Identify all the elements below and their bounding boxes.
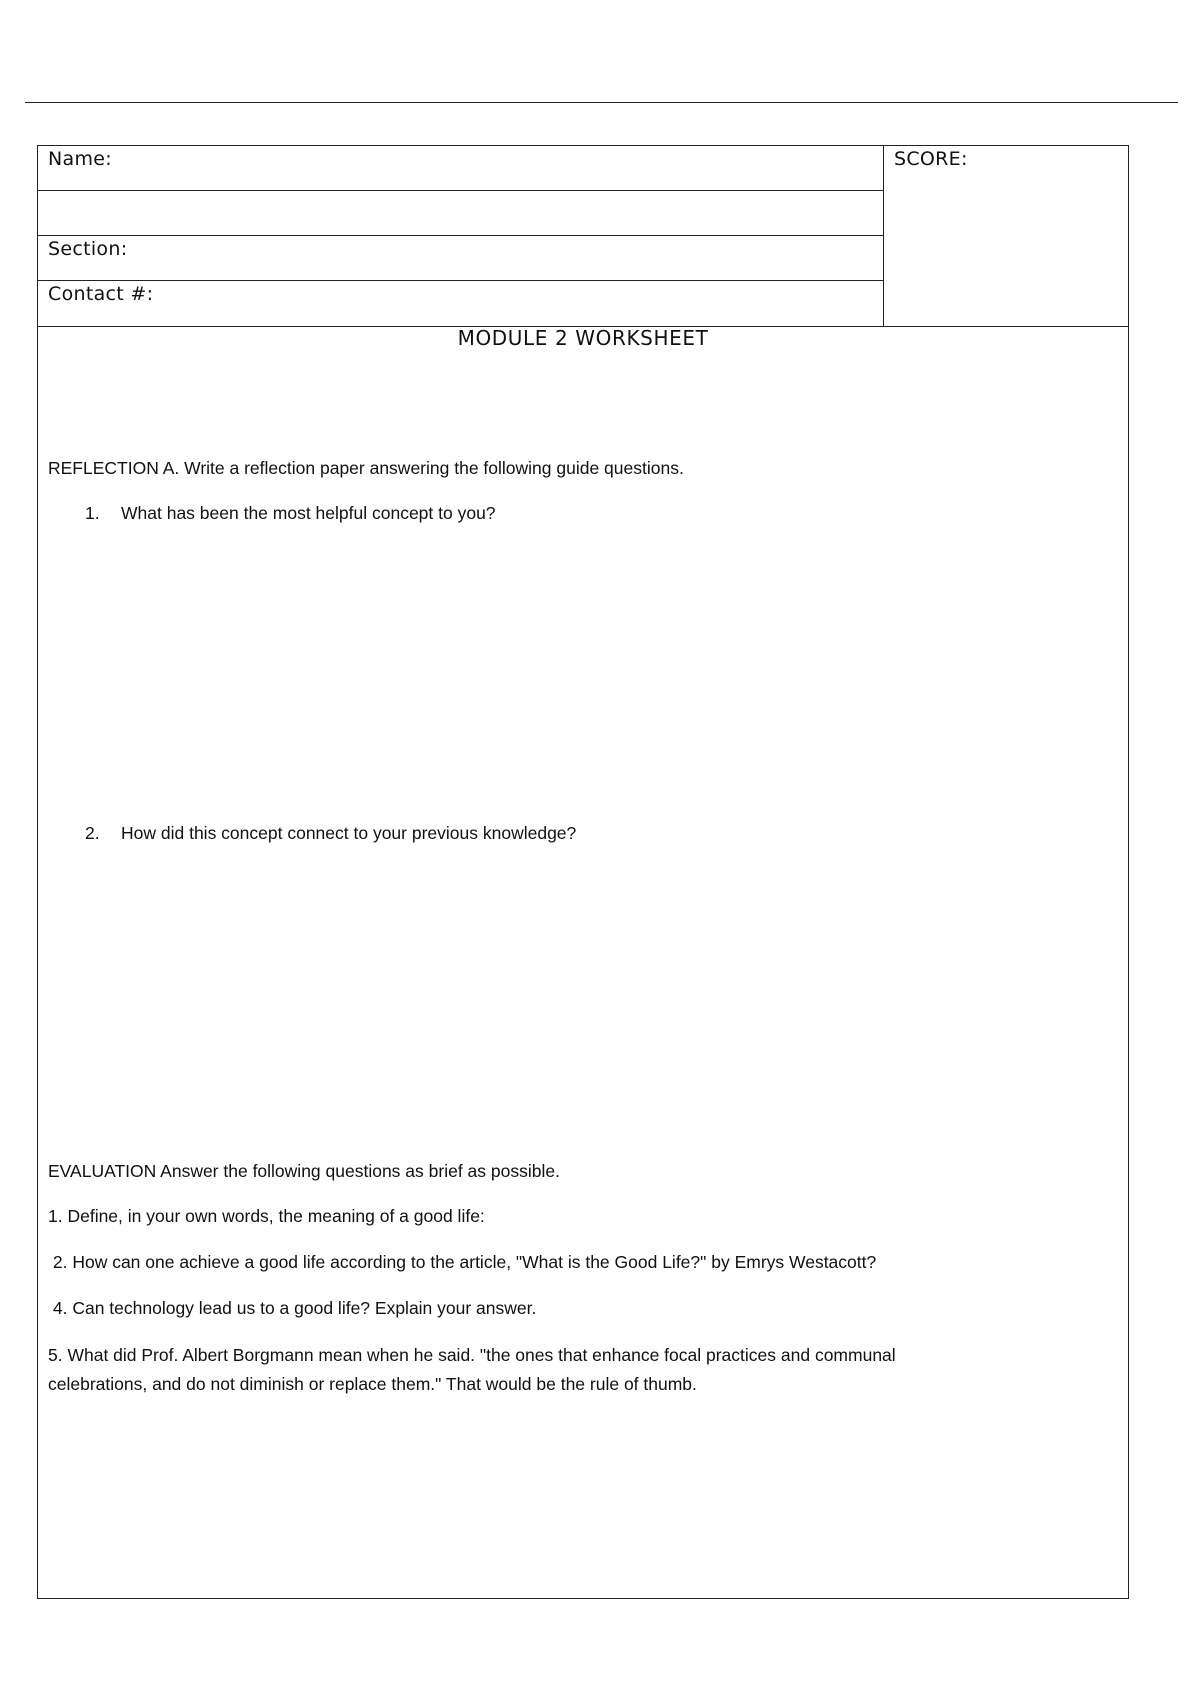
evaluation-item-4: 4. Can technology lead us to a good life? Explain your answer. — [48, 1298, 537, 1318]
evaluation-item-5-continued: celebrations, and do not diminish or replace them." That would be the rule of thumb. — [48, 1374, 697, 1394]
name-label: Name: — [48, 148, 112, 170]
page-title: MODULE 2 WORKSHEET — [457, 326, 709, 350]
evaluation-item-1: 1. Define, in your own words, the meaning of a good life: — [48, 1206, 485, 1226]
header-grid — [38, 146, 1128, 327]
contact-label: Contact #: — [48, 283, 154, 305]
score-field[interactable] — [884, 146, 1128, 328]
reflection-question-1 — [85, 503, 496, 524]
blank-field[interactable] — [38, 191, 883, 236]
section-field[interactable] — [38, 236, 883, 281]
contact-field[interactable] — [38, 281, 883, 326]
evaluation-item-2: 2. How can one achieve a good life according to the article, "What is the Good Life?" by Emrys Westacott? — [48, 1252, 877, 1272]
top-rule — [25, 102, 1178, 103]
question-text: How did this concept connect to your previous knowledge? — [121, 823, 577, 843]
reflection-question-2 — [85, 823, 576, 844]
name-field[interactable] — [38, 146, 883, 191]
evaluation-heading: EVALUATION Answer the following questions as brief as possible. — [48, 1161, 560, 1181]
question-number: 1. — [85, 503, 100, 523]
student-info — [38, 146, 884, 326]
worksheet-frame — [37, 145, 1129, 1599]
score-label: SCORE: — [894, 148, 968, 170]
question-number: 2. — [85, 823, 100, 843]
question-text: What has been the most helpful concept to you? — [121, 503, 496, 523]
reflection-heading: REFLECTION A. Write a reflection paper answering the following guide questions. — [48, 458, 684, 478]
answer-area-2[interactable] — [48, 861, 1108, 1141]
answer-area-evaluation[interactable] — [48, 1416, 1108, 1586]
answer-area-1[interactable] — [48, 541, 1108, 801]
evaluation-item-5: 5. What did Prof. Albert Borgmann mean when he said. "the ones that enhance focal practices and communal — [48, 1345, 896, 1365]
section-label: Section: — [48, 238, 128, 260]
